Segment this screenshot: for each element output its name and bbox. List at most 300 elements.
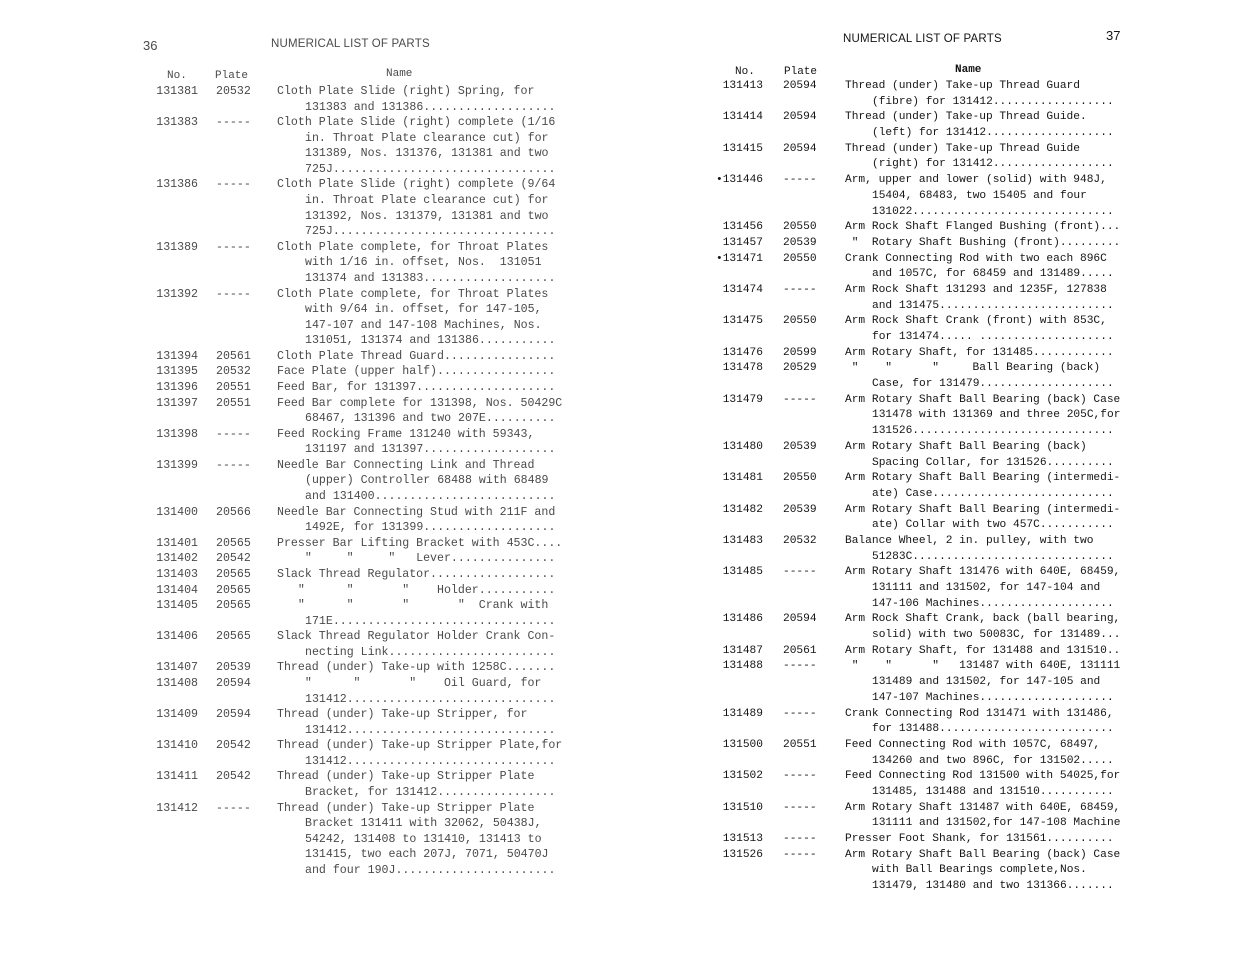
- part-name-line: 131415, two each 207J, 7071, 50470J: [305, 848, 549, 862]
- part-name-line: 68467, 131396 and two 207E..........: [305, 412, 556, 426]
- part-name-line: 131111 and 131502,for 147-108 Machine: [872, 817, 1121, 830]
- plate-number: 20594: [783, 111, 817, 124]
- part-row: [710, 393, 1126, 440]
- part-number: 131392: [156, 287, 198, 301]
- part-row: [710, 236, 1126, 252]
- part-name-line: 147-107 and 147-108 Machines, Nos.: [305, 318, 542, 332]
- part-name-line: Presser Foot Shank, for 131561..........: [845, 833, 1114, 845]
- part-name: [845, 832, 1126, 848]
- plate-number: 20550: [783, 472, 817, 485]
- plate-number: -----: [216, 116, 251, 130]
- part-name-line: (right) for 131412..................: [872, 158, 1114, 171]
- part-name-line: 131526..............................: [872, 425, 1114, 438]
- part-name: [845, 659, 1126, 706]
- part-name-line: Slack Thread Regulator..................: [277, 567, 556, 581]
- part-name-line: Arm Rotary Shaft, for 131488 and 131510..: [845, 644, 1121, 657]
- part-number: 131401: [156, 536, 198, 550]
- part-name: [845, 236, 1126, 252]
- part-number: 131408: [156, 676, 198, 690]
- part-name-line: 131392, Nos. 131379, 131381 and two: [305, 209, 549, 223]
- part-name-line: ate) Case...........................: [872, 487, 1114, 500]
- plate-number: 20565: [216, 583, 251, 597]
- plate-number: 20551: [216, 380, 251, 394]
- part-name-line: Crank Connecting Rod with two each 896C: [845, 252, 1107, 265]
- part-row: [710, 79, 1126, 110]
- part-name-line: Arm Rotary Shaft Ball Bearing (intermedi-: [845, 503, 1121, 516]
- part-name-line: 131022..............................: [872, 205, 1114, 218]
- part-number: 131500: [722, 738, 763, 751]
- part-name-line: (fibre) for 131412..................: [872, 95, 1114, 108]
- part-row: [710, 801, 1126, 832]
- part-name-line: Cloth Plate Slide (right) complete (9/64: [277, 178, 556, 192]
- part-name: [277, 84, 565, 115]
- plate-number: -----: [783, 707, 817, 720]
- part-number: 131513: [722, 833, 763, 845]
- plate-number: -----: [783, 283, 817, 296]
- part-row: [150, 738, 565, 769]
- part-name: [845, 346, 1126, 362]
- part-name-line: Arm Rotary Shaft Ball Bearing (back): [845, 440, 1087, 453]
- plate-number: -----: [783, 770, 817, 783]
- part-row: [150, 287, 565, 349]
- part-row: [150, 364, 565, 380]
- part-number: 131457: [722, 236, 763, 249]
- part-name-line: Feed Rocking Frame 131240 with 59343,: [277, 427, 535, 441]
- part-name: [845, 314, 1126, 345]
- part-name-line: 131383 and 131386...................: [305, 100, 556, 114]
- part-name-line: with Ball Bearings complete,Nos.: [872, 864, 1087, 877]
- part-number: 131383: [156, 116, 198, 130]
- column-header-name: Name: [955, 64, 982, 76]
- part-name: [277, 660, 565, 676]
- plate-number: 20532: [216, 85, 251, 98]
- part-name: [845, 707, 1126, 738]
- part-row: [150, 240, 565, 287]
- part-name-line: 725J................................: [305, 225, 556, 239]
- page-number: 36: [143, 38, 158, 53]
- part-row: [150, 801, 565, 879]
- part-number: 131480: [722, 440, 763, 453]
- part-name: [277, 427, 565, 458]
- plate-number: -----: [783, 566, 817, 579]
- column-header-no: No.: [167, 70, 187, 82]
- part-name-line: Cloth Plate complete, for Throat Plates: [277, 240, 549, 254]
- part-row: [710, 283, 1126, 314]
- part-row: [710, 471, 1126, 502]
- part-name-line: Arm Rotary Shaft Ball Bearing (back) Case: [845, 393, 1121, 406]
- parts-list: [150, 84, 565, 878]
- plate-number: 20565: [216, 630, 251, 644]
- part-name-line: Feed Bar, for 131397....................: [277, 380, 556, 394]
- part-name-line: Arm Rotary Shaft Ball Bearing (back) Case: [845, 848, 1121, 861]
- part-name: [277, 287, 565, 349]
- plate-number: 20566: [216, 505, 251, 519]
- parts-list: [710, 79, 1126, 895]
- part-name-line: Arm Rock Shaft Flanged Bushing (front)...: [845, 221, 1121, 234]
- part-number: 131400: [156, 505, 198, 519]
- part-number: 131386: [156, 178, 198, 192]
- part-row: [150, 598, 565, 629]
- part-number: 131415: [722, 142, 763, 155]
- part-name: [277, 583, 565, 599]
- part-number: 131474: [722, 283, 763, 296]
- part-name: [277, 364, 565, 380]
- part-name: [277, 458, 565, 505]
- part-name-line: Thread (under) Take-up Thread Guide.: [845, 111, 1087, 124]
- part-number: 131456: [722, 221, 763, 234]
- part-name: [277, 396, 565, 427]
- part-name: [845, 173, 1126, 220]
- part-name-line: Thread (under) Take-up Thread Guide: [845, 142, 1080, 155]
- plate-number: 20539: [783, 503, 817, 516]
- part-name: [277, 380, 565, 396]
- part-number: 131502: [722, 770, 763, 783]
- part-row: [710, 361, 1126, 392]
- part-name-line: Arm Rotary Shaft, for 131485............: [845, 346, 1114, 359]
- part-name-line: 131374 and 131383...................: [305, 271, 556, 285]
- part-name-line: Thread (under) Take-up Stripper Plate: [277, 770, 535, 784]
- part-row: [150, 177, 565, 239]
- plate-number: 20529: [783, 362, 817, 375]
- part-name-line: Thread (under) Take-up Stripper Plate: [277, 801, 535, 815]
- part-name-line: for 131488..........................: [872, 723, 1114, 736]
- plate-number: 20539: [783, 440, 817, 453]
- part-number: 131483: [722, 534, 763, 547]
- part-row: [150, 769, 565, 800]
- part-row: [150, 707, 565, 738]
- part-name-line: Arm Rock Shaft Crank (front) with 853C,: [845, 315, 1107, 328]
- part-number: 131414: [722, 111, 763, 124]
- part-name-line: Case, for 131479....................: [872, 378, 1114, 391]
- part-number: 131485: [722, 566, 763, 579]
- part-number: 131488: [722, 660, 763, 673]
- part-name-line: Arm, upper and lower (solid) with 948J,: [845, 174, 1107, 187]
- plate-number: 20539: [216, 661, 251, 675]
- part-name-line: " " " Ball Bearing (back): [845, 362, 1101, 375]
- part-name: [845, 220, 1126, 236]
- part-row: [710, 173, 1126, 220]
- part-number: 131397: [156, 396, 198, 410]
- part-number: 131409: [156, 708, 198, 722]
- part-name: [845, 738, 1126, 769]
- plate-number: 20551: [216, 396, 251, 410]
- part-row: [710, 659, 1126, 706]
- part-name: [277, 738, 565, 769]
- part-name: [845, 440, 1126, 471]
- part-row: [710, 314, 1126, 345]
- part-number: 131476: [722, 346, 763, 359]
- part-row: [710, 220, 1126, 236]
- part-name-line: " " " 131487 with 640E, 131111: [845, 660, 1121, 673]
- part-number: 131487: [722, 644, 763, 657]
- part-name-line: Arm Rock Shaft Crank, back (ball bearing,: [845, 613, 1121, 626]
- part-name-line: Cloth Plate Slide (right) complete (1/16: [277, 116, 556, 130]
- part-name-line: 54242, 131408 to 131410, 131413 to: [305, 832, 542, 846]
- part-name-line: 131197 and 131397...................: [305, 443, 556, 457]
- part-name: [277, 505, 565, 536]
- part-name-line: 131389, Nos. 131376, 131381 and two: [305, 147, 549, 161]
- part-number: 131478: [722, 362, 763, 375]
- part-number: 131398: [156, 427, 198, 441]
- part-name: [277, 536, 565, 552]
- plate-number: 20565: [216, 536, 251, 550]
- part-name-line: " " " " Crank with: [277, 599, 549, 613]
- plate-number: 20550: [783, 315, 817, 328]
- part-number: 131526: [722, 848, 763, 861]
- part-name-line: Thread (under) Take-up Thread Guard: [845, 80, 1080, 92]
- part-name-line: Arm Rock Shaft 131293 and 1235F, 127838: [845, 283, 1107, 296]
- left-page: [0, 0, 617, 954]
- part-row: [150, 458, 565, 505]
- part-number: 131410: [156, 739, 198, 753]
- part-row: [150, 427, 565, 458]
- part-name: [845, 252, 1126, 283]
- part-row: [710, 612, 1126, 643]
- part-name-line: (upper) Controller 68488 with 68489: [305, 474, 549, 488]
- plate-number: -----: [783, 833, 817, 845]
- part-name-line: 134260 and two 896C, for 131502.....: [872, 754, 1114, 767]
- plate-number: -----: [216, 240, 251, 254]
- part-row: [710, 142, 1126, 173]
- part-row: [150, 396, 565, 427]
- part-name-line: for 131474..... ....................: [872, 331, 1114, 343]
- part-name-line: ate) Collar with two 457C...........: [872, 519, 1114, 532]
- plate-number: -----: [216, 458, 251, 472]
- part-number: 131486: [722, 613, 763, 626]
- plate-number: 20599: [783, 346, 817, 359]
- part-row: [150, 583, 565, 599]
- part-name-line: 725J................................: [305, 162, 556, 176]
- part-name-line: Feed Connecting Rod 131500 with 54025,for: [845, 770, 1121, 783]
- part-name-line: 131489 and 131502, for 147-105 and: [872, 676, 1101, 689]
- part-number: 131381: [156, 85, 198, 98]
- plate-number: 20594: [783, 613, 817, 626]
- part-number: 131402: [156, 552, 198, 566]
- plate-number: -----: [783, 174, 817, 187]
- part-number: 131396: [156, 380, 198, 394]
- plate-number: -----: [783, 393, 817, 406]
- plate-number: -----: [216, 801, 251, 815]
- part-name-line: solid) with two 50083C, for 131489...: [872, 629, 1121, 642]
- part-name-line: Balance Wheel, 2 in. pulley, with two: [845, 534, 1094, 547]
- part-name-line: necting Link........................: [305, 645, 556, 659]
- part-name: [277, 707, 565, 738]
- part-name: [277, 349, 565, 365]
- part-name-line: Feed Bar complete for 131398, Nos. 50429C: [277, 396, 563, 410]
- plate-number: -----: [216, 287, 251, 301]
- part-name: [277, 769, 565, 800]
- part-number: 131412: [156, 801, 198, 815]
- part-name-line: " " " Holder...........: [277, 583, 556, 597]
- part-name: [845, 361, 1126, 392]
- part-number: 131394: [156, 349, 198, 363]
- part-name-line: Bracket 131411 with 32062, 50438J,: [305, 817, 542, 831]
- part-name-line: 131412..............................: [305, 754, 556, 768]
- part-name-line: Arm Rotary Shaft Ball Bearing (intermedi-: [845, 472, 1121, 485]
- part-row: [710, 848, 1126, 895]
- part-name: [845, 769, 1126, 800]
- plate-number: 20594: [216, 708, 251, 722]
- part-name-line: and 131400..........................: [305, 490, 556, 504]
- part-number: 131489: [722, 707, 763, 720]
- part-number: 131389: [156, 240, 198, 254]
- part-row: [150, 115, 565, 177]
- part-row: [710, 110, 1126, 141]
- part-name: [845, 283, 1126, 314]
- column-header-plate: Plate: [215, 70, 249, 82]
- part-name-line: 131412..............................: [305, 692, 556, 706]
- part-row: [150, 660, 565, 676]
- part-number: 131405: [156, 599, 198, 613]
- part-row: [150, 380, 565, 396]
- part-number: 131481: [722, 472, 763, 485]
- part-name: [845, 393, 1126, 440]
- part-name: [845, 644, 1126, 660]
- part-row: [710, 644, 1126, 660]
- part-number: 131407: [156, 661, 198, 675]
- part-row: [710, 565, 1126, 612]
- part-name-line: Cloth Plate Slide (right) Spring, for: [277, 85, 535, 98]
- part-number: 131482: [722, 503, 763, 516]
- plate-number: 20542: [216, 739, 251, 753]
- column-header-name: Name: [386, 68, 413, 80]
- part-name-line: with 9/64 in. offset, for 147-105,: [305, 303, 542, 317]
- part-row: [150, 349, 565, 365]
- part-name-line: Bracket, for 131412.................: [305, 786, 556, 800]
- plate-number: -----: [783, 660, 817, 673]
- plate-number: -----: [783, 801, 817, 814]
- part-name-line: " " " Oil Guard, for: [277, 676, 542, 690]
- part-name-line: Cloth Plate complete, for Throat Plates: [277, 287, 549, 301]
- part-name-line: Needle Bar Connecting Link and Thread: [277, 458, 535, 472]
- part-name-line: (left) for 131412...................: [872, 127, 1114, 140]
- part-row: [150, 629, 565, 660]
- part-name: [845, 848, 1126, 895]
- part-name: [277, 177, 565, 239]
- part-name-line: with 1/16 in. offset, Nos. 131051: [305, 256, 542, 270]
- part-name: [277, 629, 565, 660]
- part-row: [710, 534, 1126, 565]
- part-name-line: " Rotary Shaft Bushing (front).........: [845, 236, 1121, 249]
- part-name-line: 147-107 Machines....................: [872, 691, 1114, 704]
- part-name: [277, 676, 565, 707]
- part-name: [845, 534, 1126, 565]
- part-row: [710, 440, 1126, 471]
- part-name-line: 147-106 Machines....................: [872, 597, 1114, 610]
- part-name-line: and 131475..........................: [872, 299, 1114, 312]
- part-row: [150, 84, 565, 115]
- part-number: •131446: [716, 174, 763, 187]
- part-row: [710, 252, 1126, 283]
- plate-number: 20542: [216, 552, 251, 566]
- plate-number: 20532: [783, 534, 817, 547]
- plate-number: 20594: [216, 676, 251, 690]
- part-name-line: " " " Lever...............: [277, 552, 556, 566]
- plate-number: 20551: [783, 738, 817, 751]
- part-name-line: Feed Connecting Rod with 1057C, 68497,: [845, 738, 1101, 751]
- part-name: [277, 551, 565, 567]
- part-name: [277, 567, 565, 583]
- part-name-line: Cloth Plate Thread Guard................: [277, 349, 556, 363]
- part-number: 131413: [722, 80, 763, 92]
- part-number: 131411: [156, 770, 198, 784]
- part-number: 131399: [156, 458, 198, 472]
- part-name-line: 171E................................: [305, 614, 556, 628]
- part-number: •131471: [716, 252, 763, 265]
- part-name-line: Thread (under) Take-up Stripper, for: [277, 708, 528, 722]
- page-title: NUMERICAL LIST OF PARTS: [843, 33, 1002, 45]
- part-number: 131510: [722, 801, 763, 814]
- part-name-line: Needle Bar Connecting Stud with 211F and: [277, 505, 556, 519]
- part-row: [710, 346, 1126, 362]
- part-number: 131395: [156, 365, 198, 379]
- plate-number: -----: [216, 178, 251, 192]
- part-name-line: 131111 and 131502, for 147-104 and: [872, 582, 1101, 594]
- part-name: [845, 612, 1126, 643]
- plate-number: 20542: [216, 770, 251, 784]
- part-name-line: Face Plate (upper half).................: [277, 365, 556, 379]
- part-name-line: Crank Connecting Rod 131471 with 131486,: [845, 707, 1114, 720]
- plate-number: 20561: [783, 644, 817, 657]
- right-page: [617, 0, 1235, 954]
- part-name-line: 1492E, for 131399...................: [305, 521, 556, 535]
- plate-number: 20594: [783, 142, 817, 155]
- part-name: [277, 801, 565, 879]
- part-row: [710, 769, 1126, 800]
- plate-number: 20594: [783, 80, 817, 92]
- plate-number: 20565: [216, 599, 251, 613]
- column-header-no: No.: [735, 66, 755, 78]
- plate-number: 20550: [783, 252, 817, 265]
- part-name-line: 131485, 131488 and 131510...........: [872, 785, 1114, 798]
- part-row: [150, 676, 565, 707]
- part-row: [710, 738, 1126, 769]
- plate-number: 20550: [783, 221, 817, 234]
- part-name-line: and 1057C, for 68459 and 131489.....: [872, 268, 1114, 281]
- part-name-line: 15404, 68483, two 15405 and four: [872, 189, 1087, 202]
- part-name: [845, 110, 1126, 141]
- part-row: [710, 707, 1126, 738]
- part-row: [150, 551, 565, 567]
- plate-number: 20539: [783, 236, 817, 249]
- part-name-line: Presser Bar Lifting Bracket with 453C....: [277, 536, 563, 550]
- part-name: [845, 471, 1126, 502]
- page-title: NUMERICAL LIST OF PARTS: [271, 38, 430, 50]
- column-header-plate: Plate: [784, 66, 818, 78]
- part-row: [150, 567, 565, 583]
- part-name: [845, 79, 1126, 110]
- part-name: [845, 503, 1126, 534]
- part-number: 131475: [722, 315, 763, 328]
- plate-number: -----: [783, 848, 817, 861]
- part-number: 131403: [156, 567, 198, 581]
- part-name: [277, 598, 565, 629]
- part-name: [277, 115, 565, 177]
- part-row: [150, 536, 565, 552]
- part-row: [710, 832, 1126, 848]
- part-name-line: Thread (under) Take-up Stripper Plate,for: [277, 739, 563, 753]
- part-name-line: Slack Thread Regulator Holder Crank Con-: [277, 630, 556, 644]
- part-name: [845, 142, 1126, 173]
- plate-number: 20561: [216, 349, 251, 363]
- plate-number: -----: [216, 427, 251, 441]
- part-number: 131406: [156, 630, 198, 644]
- part-row: [150, 505, 565, 536]
- part-name-line: Thread (under) Take-up with 1258C.......: [277, 661, 556, 675]
- part-name: [845, 801, 1126, 832]
- plate-number: 20532: [216, 365, 251, 379]
- part-name-line: 131412..............................: [305, 723, 556, 737]
